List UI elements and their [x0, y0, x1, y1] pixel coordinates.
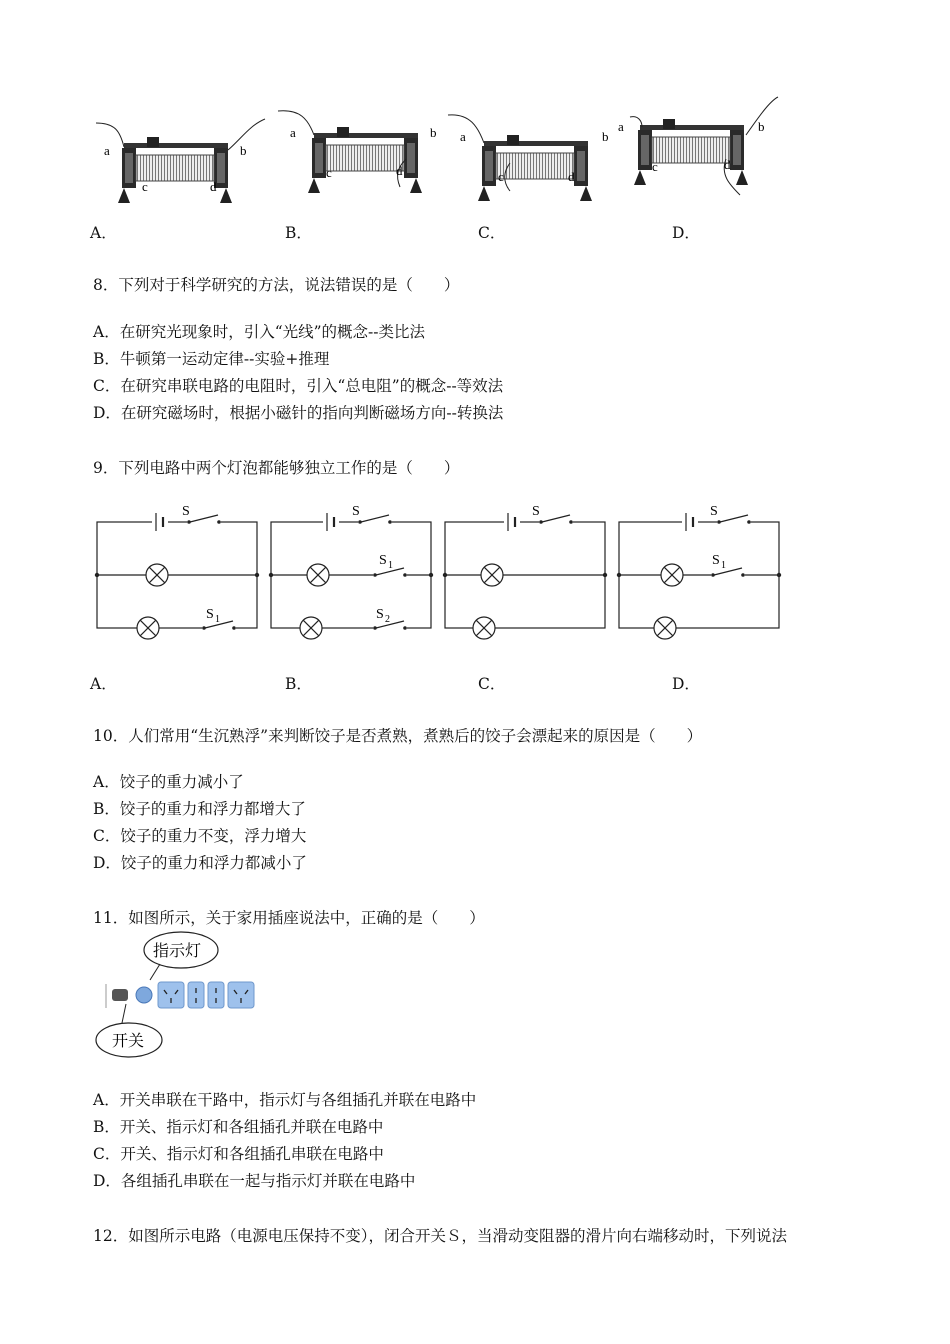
q9-b-switch-s2-label: S — [376, 607, 384, 622]
q9-label-d[interactable]: D． — [672, 675, 700, 693]
svg-text:a: a — [618, 119, 624, 134]
q10-question: 10．人们常用“生沉熟浮”来判断饺子是否煮熟，煮熟后的饺子会漂起来的原因是（ ） — [93, 727, 703, 745]
q7-figure-d — [618, 97, 778, 195]
q11-option-d[interactable]: D．各组插孔串联在一起与指示灯并联在电路中 — [93, 1172, 416, 1190]
q7-label-a[interactable]: A． — [90, 224, 117, 242]
svg-text:d: d — [724, 157, 731, 172]
q9-d-switch-s1-subscript: 1 — [721, 560, 726, 571]
q10-option-a[interactable]: A．饺子的重力减小了 — [93, 773, 244, 791]
q7-rheostat-figures — [90, 95, 790, 205]
q9-b-switch-s-label: S — [352, 504, 360, 519]
q9-d-switch-s-label: S — [710, 504, 718, 519]
q9-b-switch-s1-label: S — [379, 553, 387, 568]
q8-option-b[interactable]: B．牛顿第一运动定律--实验+推理 — [93, 350, 330, 368]
q11-indicator-callout: 指示灯 — [153, 941, 202, 960]
svg-text:c: c — [498, 169, 504, 184]
q10-option-c[interactable]: C．饺子的重力不变，浮力增大 — [93, 827, 307, 845]
svg-text:b: b — [430, 125, 437, 140]
svg-text:a: a — [104, 143, 110, 158]
q9-d-switch-s1-label: S — [712, 553, 720, 568]
q7-figure-b — [278, 111, 437, 193]
q9-label-c[interactable]: C． — [478, 675, 506, 693]
svg-text:c: c — [142, 179, 148, 194]
q11-switch-callout: 开关 — [112, 1031, 145, 1050]
svg-text:c: c — [652, 159, 658, 174]
q9-circuit-c — [443, 504, 607, 639]
q11-socket-group-4 — [228, 982, 254, 1008]
q9-c-switch-s-label: S — [532, 504, 540, 519]
q8-option-d[interactable]: D．在研究磁场时，根据小磁针的指向判断磁场方向--转换法 — [93, 404, 504, 422]
q10-option-d[interactable]: D．饺子的重力和浮力都减小了 — [93, 854, 307, 872]
q11-option-a[interactable]: A．开关串联在干路中，指示灯与各组插孔并联在电路中 — [93, 1091, 477, 1109]
svg-text:b: b — [602, 129, 609, 144]
q11-socket-group-1 — [158, 982, 184, 1008]
q11-indicator-light — [136, 987, 152, 1003]
q9-question: 9．下列电路中两个灯泡都能够独立工作的是（ ） — [93, 459, 460, 477]
q8-option-c[interactable]: C．在研究串联电路的电阻时，引入“总电阻”的概念--等效法 — [93, 377, 504, 395]
q8-option-a[interactable]: A．在研究光现象时，引入“光线”的概念--类比法 — [93, 323, 426, 341]
q9-circuit-d — [617, 504, 781, 639]
q12-question: 12．如图所示电路（电源电压保持不变），闭合开关Ｓ，当滑动变阻器的滑片向右端移动时，下列说法 — [93, 1227, 787, 1245]
q11-power-strip-figure — [92, 928, 272, 1064]
q9-circuit-b — [269, 504, 433, 639]
svg-text:a: a — [460, 129, 466, 144]
q9-circuit-a — [95, 504, 259, 639]
q11-switch-key — [112, 989, 128, 1001]
q11-question: 11．如图所示，关于家用插座说法中，正确的是（ ） — [93, 909, 485, 927]
q11-socket-group-2 — [188, 982, 204, 1008]
q9-label-b[interactable]: B． — [285, 675, 312, 693]
svg-text:d: d — [396, 163, 403, 178]
q7-label-c[interactable]: C． — [478, 224, 506, 242]
q11-option-b[interactable]: B．开关、指示灯和各组插孔并联在电路中 — [93, 1118, 384, 1136]
q11-option-c[interactable]: C．开关、指示灯和各组插孔串联在电路中 — [93, 1145, 384, 1163]
svg-text:b: b — [240, 143, 247, 158]
q8-question: 8．下列对于科学研究的方法，说法错误的是（ ） — [93, 276, 460, 294]
q7-label-d[interactable]: D． — [672, 224, 700, 242]
q9-label-a[interactable]: A． — [90, 675, 117, 693]
q9-circuit-diagrams — [90, 498, 790, 648]
q9-a-switch-s-label: S — [182, 504, 190, 519]
q7-figure-a — [96, 119, 265, 203]
q9-b-switch-s2-subscript: 2 — [385, 614, 390, 625]
svg-text:d: d — [568, 169, 575, 184]
svg-text:d: d — [210, 179, 217, 194]
svg-text:a: a — [290, 125, 296, 140]
q9-b-switch-s1-subscript: 1 — [388, 560, 393, 571]
svg-text:c: c — [326, 165, 332, 180]
q9-a-switch-s1-subscript: 1 — [215, 614, 220, 625]
q11-socket-group-3 — [208, 982, 224, 1008]
svg-text:b: b — [758, 119, 765, 134]
q7-figure-c — [448, 115, 609, 201]
q10-option-b[interactable]: B．饺子的重力和浮力都增大了 — [93, 800, 306, 818]
q9-a-switch-s1-label: S — [206, 607, 214, 622]
q7-label-b[interactable]: B． — [285, 224, 312, 242]
